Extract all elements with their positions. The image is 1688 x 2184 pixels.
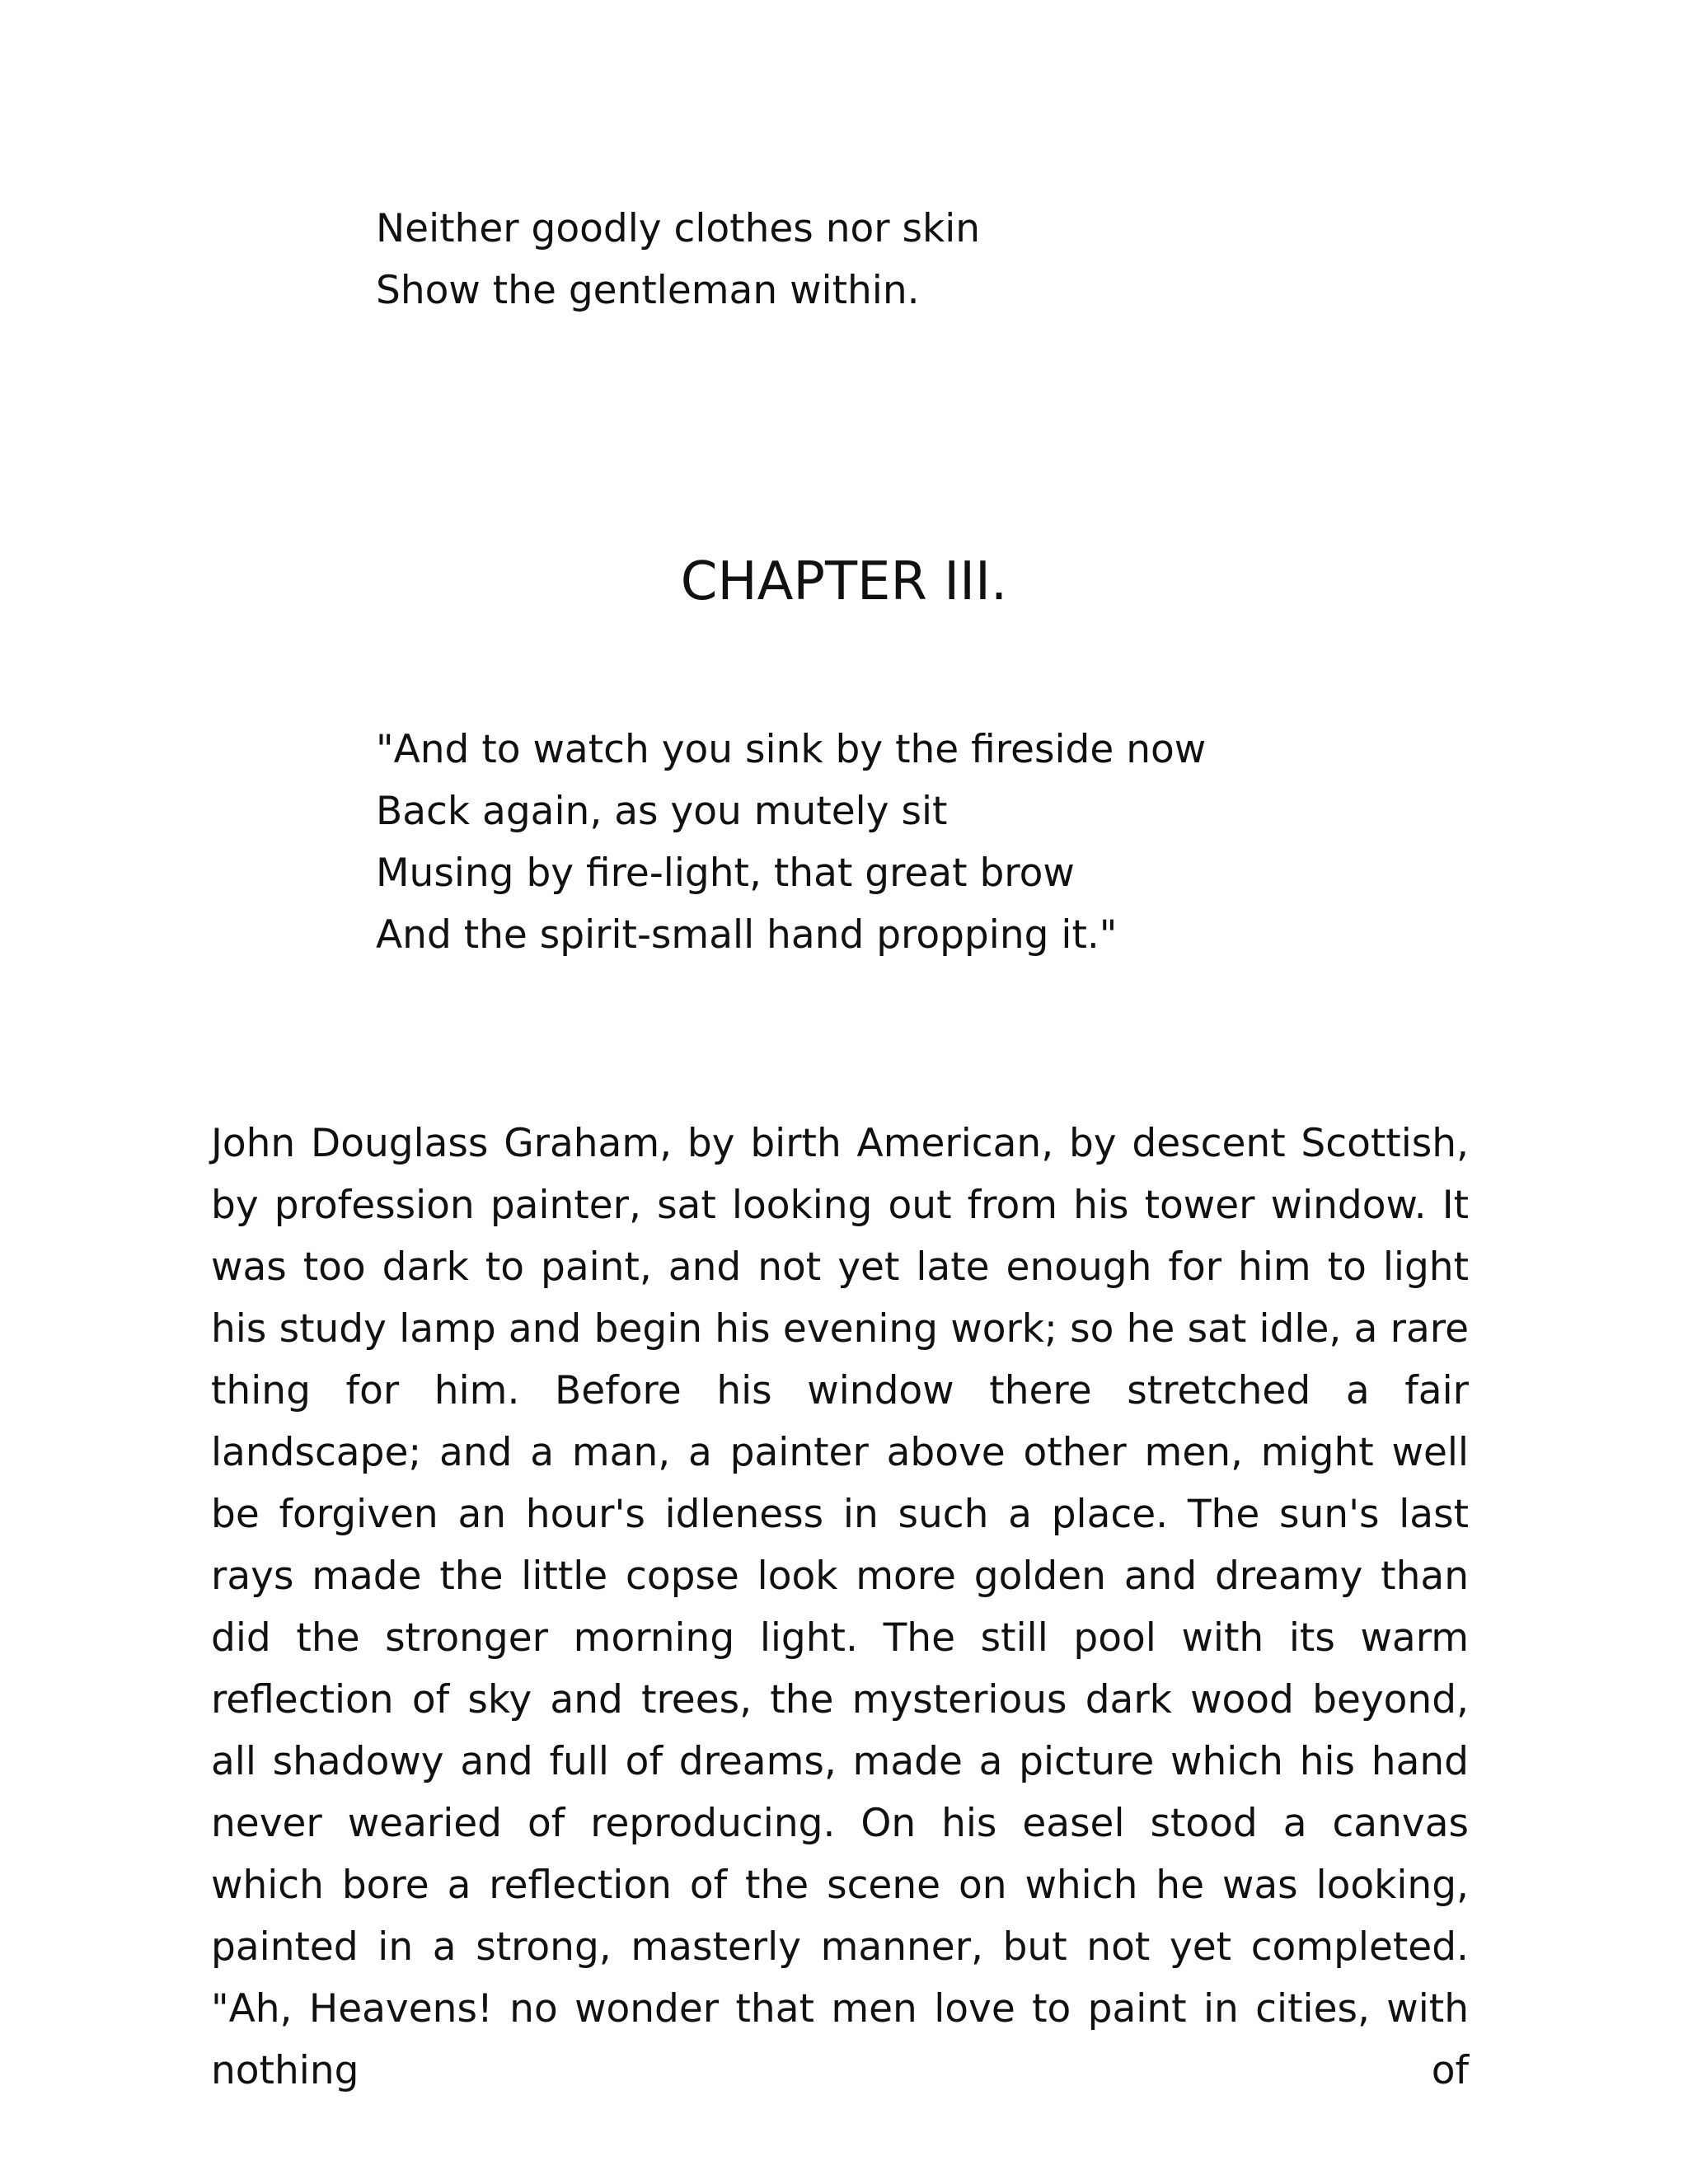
verse-line: Back again, as you mutely sit: [376, 789, 948, 834]
body-paragraph: John Douglass Graham, by birth American, by descent Scottish, by profession painter, sat looking out from his tower window. It was too dark to paint, and not yet late enough for him to light his study lamp and begin his evening work; so he sat idle, a rare thing for him. Before his window there stretched a fair landscape; and a man, a painter above other men, might well be forgiven an hour's idleness in such a place. The sun's last rays made the little copse look more golden and dreamy than did the stronger morning light. The still pool with its warm reflection of sky and trees, the mysterious dark wood beyond, all shadowy and full of dreams, made a picture which his hand never wearied of reproducing. On his easel stood a canvas which bore a reflection of the scene on which he was looking, painted in a strong, masterly manner, but not yet completed. "Ah, Heavens! no wonder that men love to paint in cities, with nothing of: [211, 1121, 1469, 2093]
chapter-title: CHAPTER III.: [680, 551, 1008, 612]
epigraph-verse-1: [376, 198, 980, 321]
verse-line: And the spirit-small hand propping it.": [376, 912, 1118, 958]
verse-line: Musing by fire-light, that great brow: [376, 851, 1075, 896]
verse-line: "And to watch you sink by the fireside now: [376, 727, 1207, 772]
verse-line: Show the gentleman within.: [376, 268, 920, 313]
epigraph-verse-2: [376, 719, 1206, 966]
verse-line: Neither goodly clothes nor skin: [376, 206, 981, 251]
